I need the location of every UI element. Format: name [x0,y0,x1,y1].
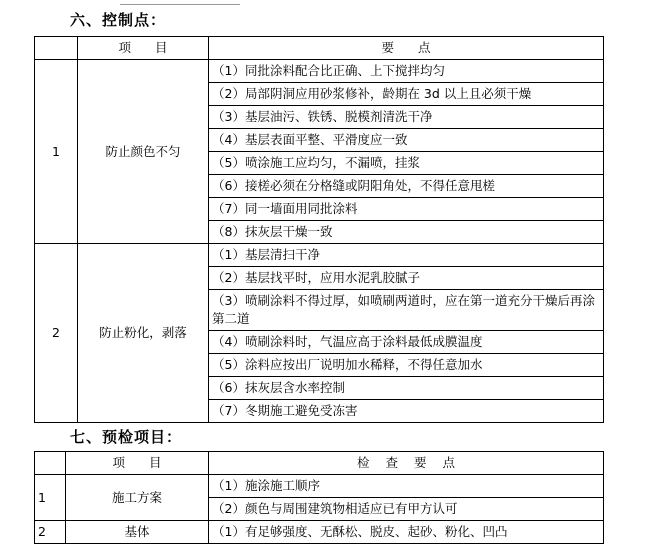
section-6-heading: 六、控制点： [70,11,167,29]
precheck-items-table [34,451,604,544]
header-item-cell: 项 目 [66,452,209,475]
point-cell: （7）冬期施工避免受冻害 [209,400,604,423]
point-cell: （4）基层表面平整、平滑度应一致 [209,129,604,152]
table-header-row [35,37,604,60]
point-cell: （7）同一墙面用同批涂料 [209,198,604,221]
point-cell: （1）同批涂料配合比正确、上下搅拌均匀 [209,60,604,83]
header-item-cell: 项 目 [78,37,209,60]
table-row [35,475,604,498]
point-cell: （2）基层找平时，应用水泥乳胶腻子 [209,267,604,290]
point-cell: （6）抹灰层含水率控制 [209,377,604,400]
point-cell: （8）抹灰层干燥一致 [209,221,604,244]
table-header-row [35,452,604,475]
table-row [35,521,604,544]
header-no-cell [35,452,66,475]
row-1-number: 1 [35,475,66,521]
row-2-item: 基体 [66,521,209,544]
point-cell: （1）有足够强度、无酥松、脱皮、起砂、粉化、凹凸 [209,521,604,544]
point-cell: （2）颜色与周围建筑物相适应已有甲方认可 [209,498,604,521]
point-cell: （3）基层油污、铁锈、脱模剂清洗干净 [209,106,604,129]
table-row [35,60,604,83]
control-points-table [34,36,604,423]
group-2-item: 防止粉化，剥落 [78,244,209,423]
header-points-cell: 要 点 [209,37,604,60]
point-cell: （5）涂料应按出厂说明加水稀释，不得任意加水 [209,354,604,377]
section-7-heading: 七、预检项目： [70,428,183,446]
point-cell: （1）施涂施工顺序 [209,475,604,498]
point-cell: （4）喷刷涂料时，气温应高于涂料最低成膜温度 [209,331,604,354]
table-row [35,244,604,267]
row-1-item: 施工方案 [66,475,209,521]
row-2-number: 2 [35,521,66,544]
header-no-cell [35,37,78,60]
group-1-item: 防止颜色不匀 [78,60,209,244]
point-cell: （3）喷刷涂料不得过厚，如喷刷两道时，应在第一道充分干燥后再涂第二道 [209,290,604,331]
point-cell: （1）基层清扫干净 [209,244,604,267]
point-cell: （5）喷涂施工应均匀，不漏喷，挂浆 [209,152,604,175]
group-1-number: 1 [35,60,78,244]
header-check-points-cell: 检 查 要 点 [209,452,604,475]
top-cut-line [120,0,240,5]
point-cell: （2）局部阴洞应用砂浆修补，龄期在 3d 以上且必须干燥 [209,83,604,106]
point-cell: （6）接槎必须在分格缝或阴阳角处，不得任意甩槎 [209,175,604,198]
group-2-number: 2 [35,244,78,423]
